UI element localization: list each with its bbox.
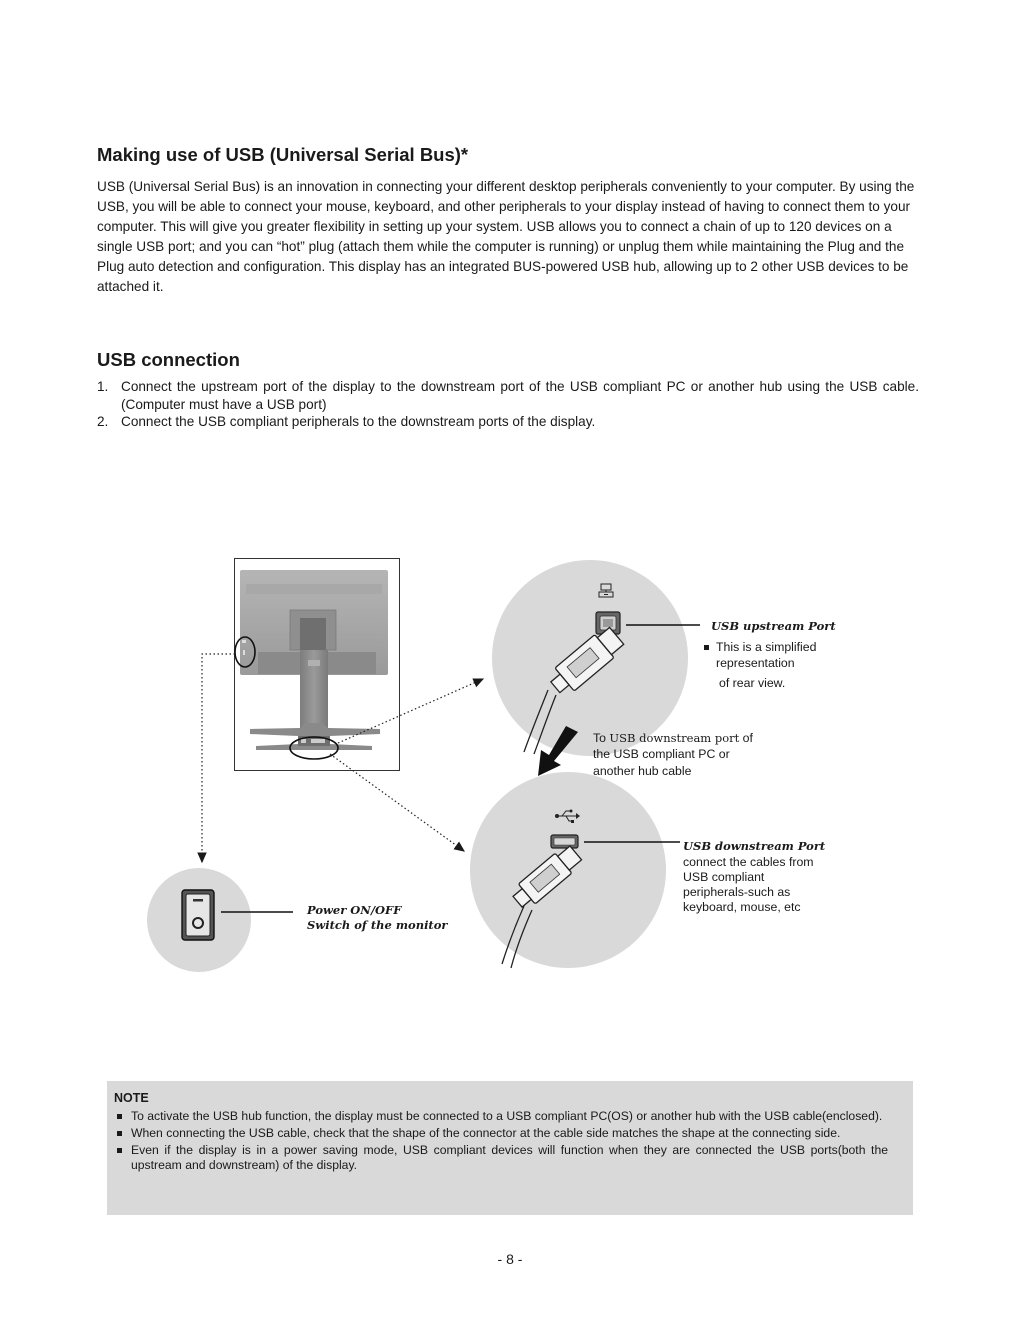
diagram-illustration bbox=[0, 540, 1020, 990]
rocker-switch-icon bbox=[182, 890, 214, 940]
downstream-desc-line: keyboard, mouse, etc bbox=[683, 900, 801, 914]
downstream-desc-line: connect the cables from bbox=[683, 855, 814, 869]
downstream-detail bbox=[470, 772, 680, 968]
note-item-text: To activate the USB hub function, the display must be connected to a USB compliant PC(OS) or another hub with the USB cable(enclosed). bbox=[131, 1109, 883, 1123]
note-item-text: When connecting the USB cable, check that the shape of the connector at the cable side matches the shape at the connecting side. bbox=[131, 1126, 841, 1140]
usb-connection-steps bbox=[97, 378, 919, 431]
note-item bbox=[114, 1126, 888, 1141]
step-number: 1. bbox=[97, 379, 109, 394]
to-downstream-label bbox=[593, 730, 753, 746]
to-suffix: of bbox=[739, 731, 753, 745]
power-switch-detail bbox=[147, 868, 293, 972]
note-item-text: Even if the display is in a power saving mode, USB compliant devices will function when they are connected the USB ports(both the upstream and downstream) of the display. bbox=[131, 1143, 888, 1172]
usb-connection-diagram bbox=[0, 540, 1020, 990]
bullet-icon bbox=[117, 1114, 122, 1119]
power-switch-label-2: Switch of the monitor bbox=[307, 918, 448, 932]
step-text: Connect the upstream port of the display to the downstream port of the USB compliant PC or another hub using the USB cable. (Computer must have a USB port) bbox=[121, 379, 919, 412]
upstream-port-label: USB upstream Port bbox=[711, 619, 836, 633]
step-text: Connect the USB compliant peripherals to the downstream ports of the display. bbox=[121, 414, 596, 429]
usb-intro-paragraph: USB (Universal Serial Bus) is an innovation in connecting your different desktop peripherals conveniently to your computer. By using the USB, you will be able to connect your mouse, keyboard, and other peripherals to your display instead of having to connect them to your computer. This will give you greater flexibility in setting up your system. USB allows you to connect a chain of up to 120 devices on a single USB port; and you can “hot” plug (attach them while the computer is running) or unplug them while maintaining the Plug and the Plug auto detection and configuration. This display has an integrated BUS-powered USB hub, allowing up to 2 other USB devices to be attached it. bbox=[97, 179, 915, 294]
monitor-rear-view bbox=[235, 559, 400, 771]
upstream-note-cont: of rear view. bbox=[719, 676, 786, 690]
page-number: - 8 - bbox=[497, 1251, 523, 1267]
note-list bbox=[114, 1109, 888, 1175]
power-switch-label: Power ON/OFF bbox=[307, 903, 402, 917]
section-title-usb-connection: USB connection bbox=[97, 349, 240, 370]
upstream-note: This is a simplified representation bbox=[716, 640, 817, 670]
note-item bbox=[114, 1109, 888, 1124]
to-downstream-line3: another hub cable bbox=[593, 764, 692, 778]
bullet-icon bbox=[117, 1148, 122, 1153]
step-item bbox=[97, 413, 919, 431]
bullet-icon bbox=[117, 1131, 122, 1136]
usb-type-a-port bbox=[551, 835, 578, 848]
step-number: 2. bbox=[97, 414, 109, 429]
note-item bbox=[114, 1143, 888, 1173]
note-box bbox=[107, 1081, 913, 1215]
step-item bbox=[97, 378, 919, 413]
to-downstream-line2: the USB compliant PC or bbox=[593, 747, 730, 761]
to-prefix: To bbox=[593, 731, 610, 745]
note-title: NOTE bbox=[114, 1091, 149, 1105]
bullet-icon bbox=[704, 645, 709, 650]
downstream-desc-line: peripherals-such as bbox=[683, 885, 791, 899]
section-title-usb: Making use of USB (Universal Serial Bus)* bbox=[97, 144, 469, 165]
downstream-desc-line: USB compliant bbox=[683, 870, 765, 884]
to-highlight: USB downstream port bbox=[609, 731, 740, 745]
downstream-port-label: USB downstream Port bbox=[683, 839, 826, 853]
leader-to-power-switch bbox=[202, 654, 235, 862]
